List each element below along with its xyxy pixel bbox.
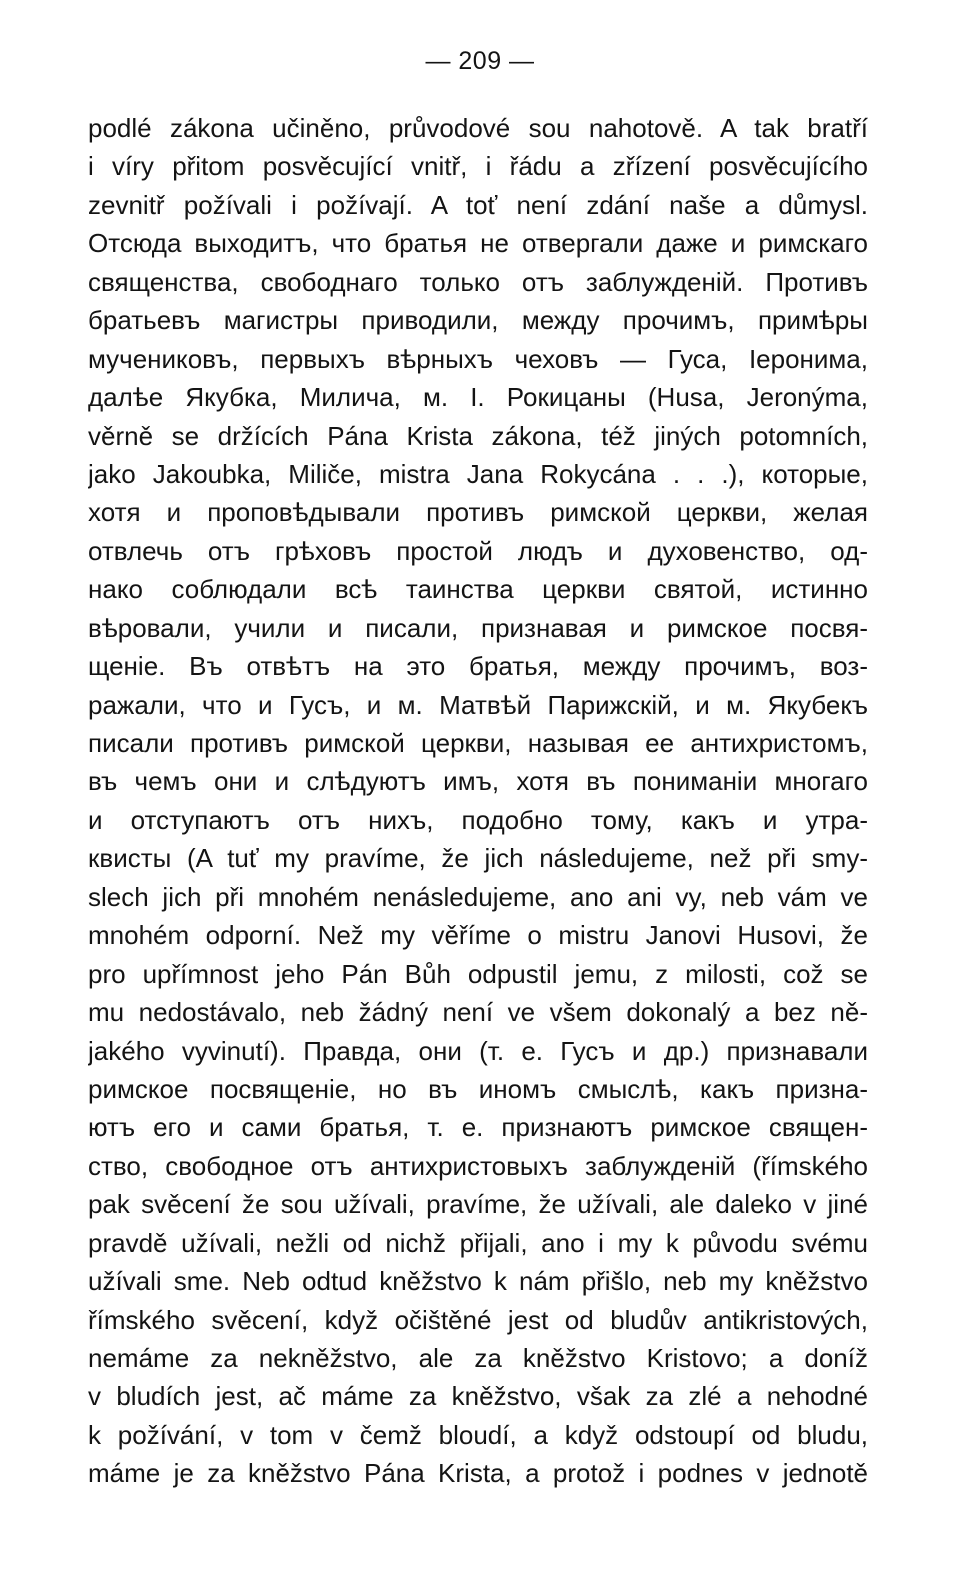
text-line: братьевъ магистры приводили, между прочимъ, примѣры bbox=[88, 305, 868, 336]
text-line: римское посвященіе, но въ иномъ смыслѣ, какъ призна- bbox=[88, 1073, 868, 1104]
text-line: v bludích jest, ač máme za kněžstvo, však za zlé a nehodné bbox=[88, 1381, 868, 1412]
text-line: и отступаютъ отъ нихъ, подобно тому, какъ и утра- bbox=[88, 804, 868, 835]
text-line: máme je za kněžstvo Pána Krista, a protož i podnes v jednotě bbox=[88, 1458, 868, 1489]
text-line: мучениковъ, первыхъ вѣрныхъ чеховъ — Гуса, Іеронима, bbox=[88, 343, 868, 374]
text-line: отвлечь отъ грѣховъ простой людъ и духовенство, од- bbox=[88, 535, 868, 566]
text-line: podlé zákona učiněno, průvodové sou nahotově. A tak bratří bbox=[88, 113, 868, 143]
text-line: pravdě užívali, nežli od nichž přijali, ano i my k původu svému bbox=[88, 1227, 868, 1258]
text-line: квисты (A tuť my pravíme, že jich následujeme, než při smy- bbox=[88, 843, 868, 874]
text-line: далѣе Якубка, Милича, м. І. Рокицаны (Husa, Jeronýma, bbox=[88, 382, 868, 413]
text-line: вѣровали, учили и писали, признавая и римское посвя- bbox=[88, 612, 868, 643]
text-line: ство, свободное отъ антихристовыхъ заблужденій (římského bbox=[88, 1150, 868, 1181]
text-line: ражали, что и Гусъ, и м. Матвѣй Парижскій, и м. Якубекъ bbox=[88, 689, 868, 720]
text-line: въ чемъ они и слѣдуютъ имъ, хотя въ пониманіи многаго bbox=[88, 766, 868, 797]
text-line: ютъ его и сами братья, т. е. признаютъ римское священ- bbox=[88, 1112, 868, 1143]
text-line: mu nedostávalo, neb žádný není ve všem dokonalý a bez ně- bbox=[88, 997, 868, 1028]
page-number: — 209 — bbox=[425, 47, 535, 75]
text-line: zevnitř požívali i požívají. A toť není zdání naše a důmysl. bbox=[88, 189, 868, 220]
text-line: věrně se držících Pána Krista zákona, též jiných potomních, bbox=[88, 420, 868, 451]
text-line: jakého vyvinutí). Правда, они (т. е. Гусъ и др.) признавали bbox=[88, 1035, 868, 1066]
text-line: slech jich při mnohém nenásledujeme, ano ani vy, neb vám ve bbox=[88, 881, 868, 912]
text-line: nemáme za nekněžstvo, ale za kněžstvo Kristovo; a doníž bbox=[88, 1343, 868, 1373]
text-line: mnohém odporní. Než my věříme o mistru Janovi Husovi, že bbox=[88, 920, 868, 951]
text-line: užívali sme. Neb odtud kněžstvo k nám přišlo, neb my kněžstvo bbox=[88, 1266, 868, 1297]
text-line: pro upřímnost jeho Pán Bůh odpustil jemu, z milosti, což se bbox=[88, 958, 868, 989]
text-line: щеніе. Въ отвѣтъ на это братья, между прочимъ, воз- bbox=[88, 651, 868, 682]
text-line: i víry přitom posvěcující vnitř, i řádu a zřízení posvěcujícího bbox=[88, 151, 868, 182]
body-text bbox=[88, 109, 868, 1493]
text-line: Отсюда выходитъ, что братья не отвергали даже и римскаго bbox=[88, 228, 868, 259]
text-line: хотя и проповѣдывали противъ римской церкви, желая bbox=[88, 497, 868, 528]
text-line: священства, свободнаго только отъ заблужденій. Противъ bbox=[88, 266, 868, 297]
text-line: k požívání, v tom v čemž bloudí, a když odstoupí od bludu, bbox=[88, 1419, 868, 1450]
text-line: нако соблюдали всѣ таинства церкви святой, истинно bbox=[88, 574, 868, 605]
text-line: jako Jakoubka, Miliče, mistra Jana Rokycána . . .), которые, bbox=[88, 458, 868, 489]
text-line: писали противъ римской церкви, называя ее антихристомъ, bbox=[88, 728, 868, 758]
text-line: pak svěcení že sou užívali, pravíme, že užívali, ale daleko v jiné bbox=[88, 1189, 868, 1220]
text-line: římského svěcení, když očištěné jest od bludův antikristových, bbox=[88, 1304, 868, 1335]
